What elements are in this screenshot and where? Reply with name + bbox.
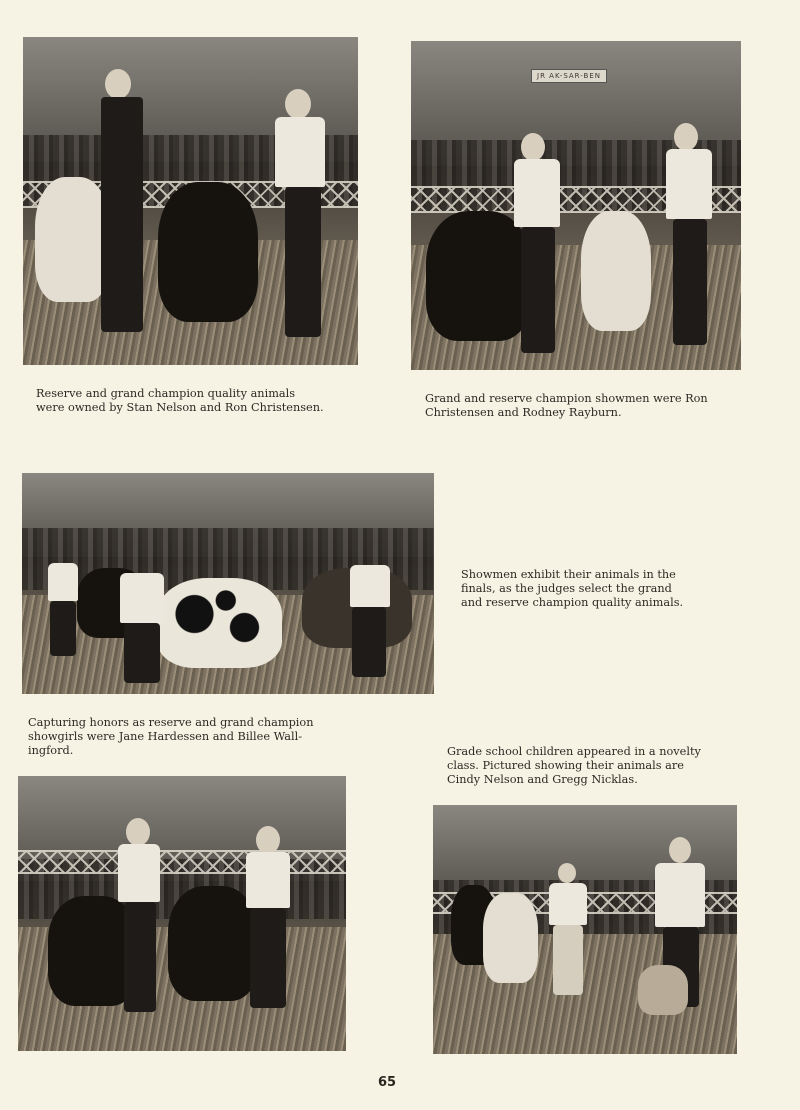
holstein-animal xyxy=(157,578,282,668)
caption-photo-2: Grand and reserve champion showmen were Ron Christensen and Rodney Rayburn. xyxy=(425,392,708,419)
black-steer xyxy=(426,211,531,341)
page-number: 65 xyxy=(378,1075,397,1090)
hereford-calf xyxy=(483,893,538,983)
black-steer xyxy=(158,182,258,322)
photo-showgirls xyxy=(18,776,346,1051)
hereford-steer xyxy=(581,211,651,331)
caption-photo-1: Reserve and grand champion quality animals were owned by Stan Nelson and Ron Christensen. xyxy=(36,387,324,414)
photo-champion-animals xyxy=(23,37,358,365)
photo-finals xyxy=(22,473,434,694)
photo-champion-showmen xyxy=(411,41,741,370)
caption-photo-3: Showmen exhibit their animals in the finals, as the judges select the grand and reserve champion quality animals. xyxy=(461,568,684,609)
black-steer xyxy=(168,886,258,1001)
goat xyxy=(638,965,688,1015)
arena-sign: JR AK-SAR-BEN xyxy=(531,69,607,83)
hereford-steer xyxy=(35,177,110,302)
caption-photo-4: Capturing honors as reserve and grand champion showgirls were Jane Hardessen and Billee Wall- ingford. xyxy=(28,716,314,757)
photo-novelty-class xyxy=(433,805,737,1054)
caption-photo-5: Grade school children appeared in a novelty class. Pictured showing their animals are Cindy Nelson and Gregg Nicklas. xyxy=(447,745,701,786)
